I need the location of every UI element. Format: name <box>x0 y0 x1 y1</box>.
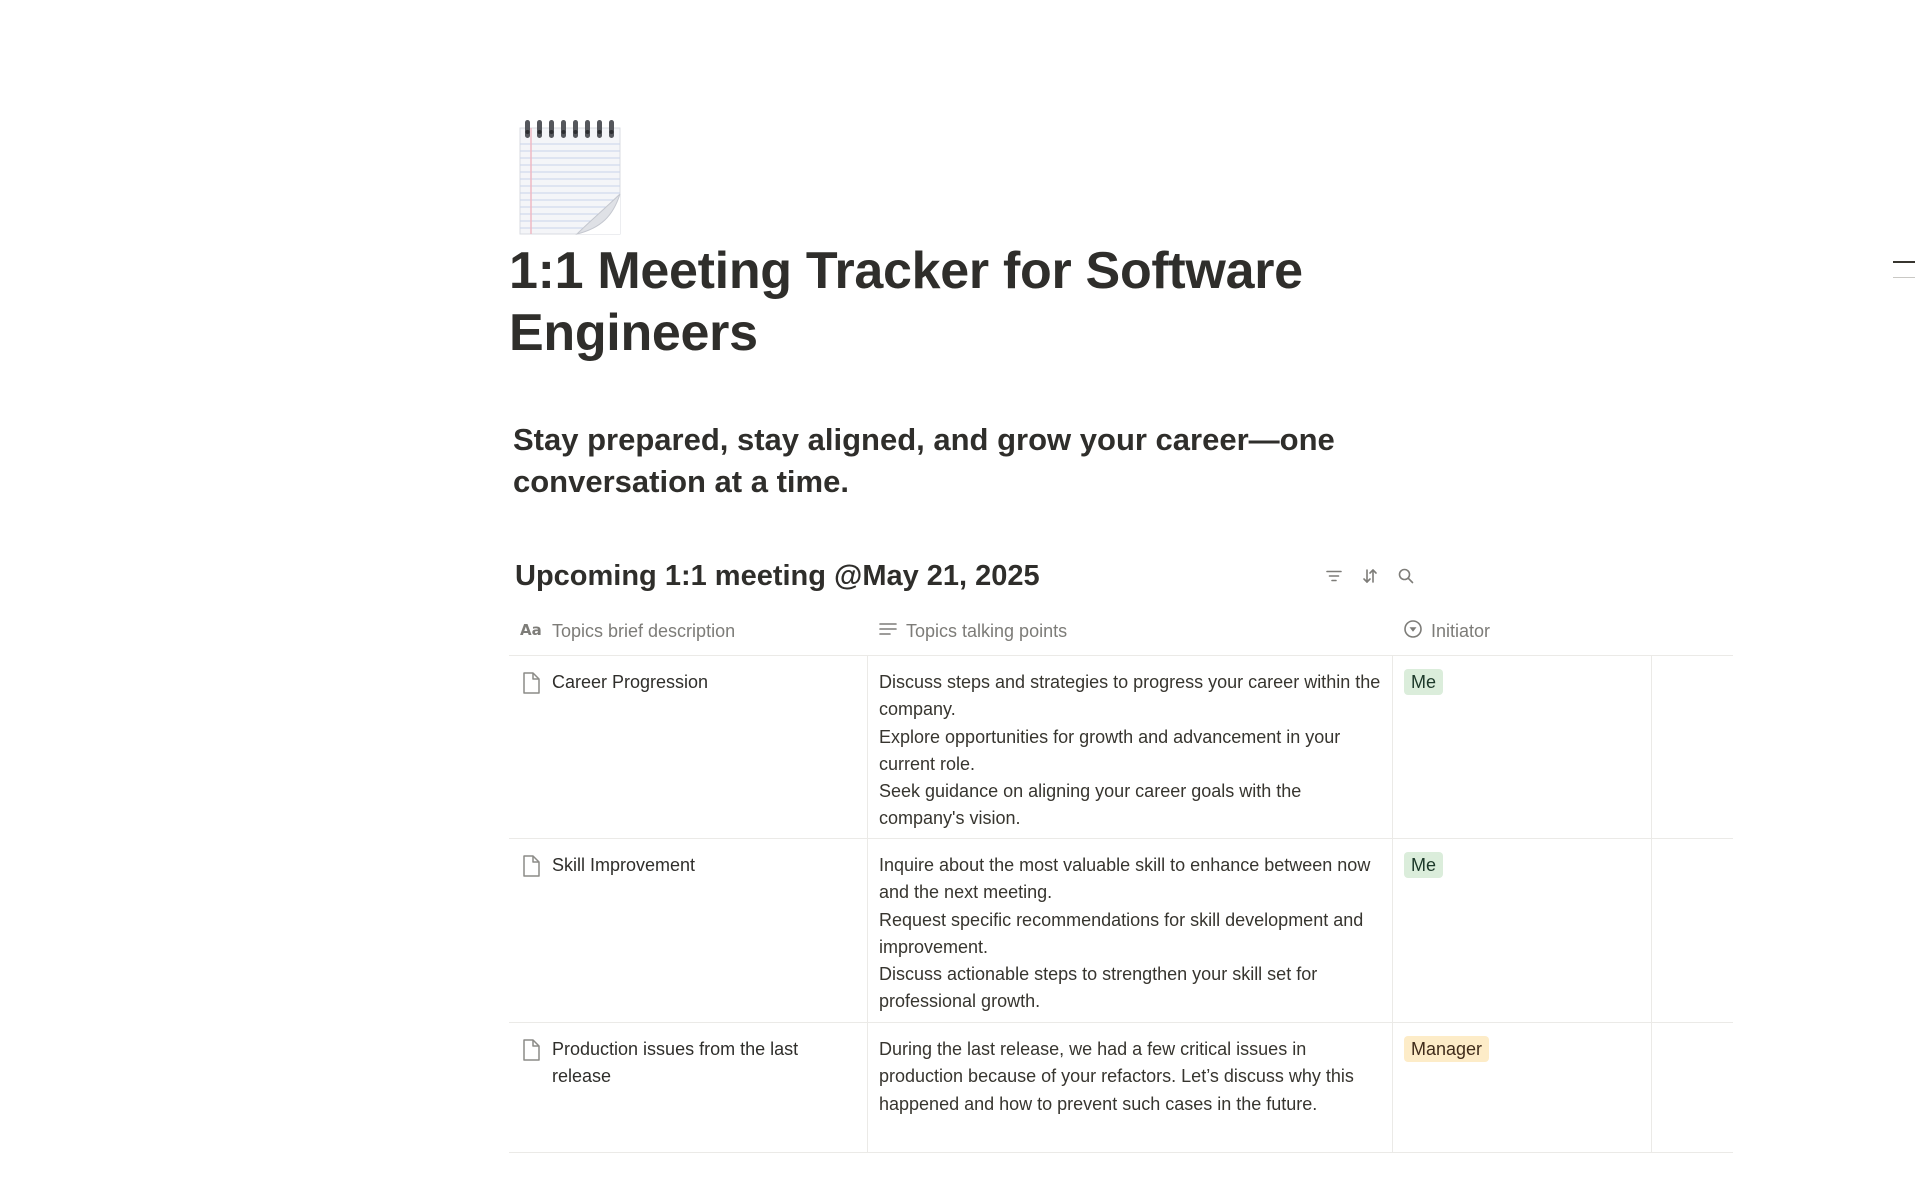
row-name: Production issues from the last release <box>552 1039 799 1087</box>
sort-icon[interactable] <box>1358 564 1382 588</box>
search-icon[interactable] <box>1394 564 1418 588</box>
page-title[interactable]: 1:1 Meeting Tracker for Software Engineers <box>509 242 1303 362</box>
initiator-tag: Me <box>1404 669 1443 695</box>
row-name: Career Progression <box>552 672 709 692</box>
row-initiator-cell[interactable] <box>1392 839 1651 1022</box>
outline-mark-active <box>1893 261 1915 263</box>
column-header-label: Topics talking points <box>906 621 1068 641</box>
database-title[interactable]: Upcoming 1:1 meeting @May 21, 2025 <box>515 560 1040 592</box>
table-header <box>509 608 1733 656</box>
row-name: Skill Improvement <box>552 855 696 875</box>
outline-mark <box>1893 277 1915 278</box>
talking-point: During the last release, we had a few critical issues in production because of your refactors. Let’s discuss why this happened and how to prevent such cases in the future. <box>879 1039 1354 1114</box>
page-subtitle: Stay prepared, stay aligned, and grow your career—one conversation at a time. <box>513 422 1335 499</box>
title-aa-icon <box>520 620 544 643</box>
svg-text:Aa: Aa <box>520 621 542 638</box>
database-toolbar <box>1322 564 1418 588</box>
row-initiator-cell[interactable] <box>1392 1023 1651 1152</box>
database-table <box>509 608 1733 1153</box>
filter-icon[interactable] <box>1322 564 1346 588</box>
outline-indicator[interactable] <box>1893 261 1915 278</box>
table-row[interactable] <box>509 1023 1733 1153</box>
text-lines-icon <box>878 620 898 643</box>
row-empty-cell[interactable] <box>1651 1023 1733 1152</box>
row-name-cell[interactable] <box>509 839 867 1022</box>
column-header-empty <box>1651 608 1733 655</box>
page-document-icon <box>520 1038 542 1070</box>
row-talking-points-cell[interactable] <box>867 656 1392 838</box>
talking-point: Discuss actionable steps to strengthen your skill set for professional growth. <box>879 964 1318 1012</box>
talking-point: Explore opportunities for growth and advancement in your current role. <box>879 726 1341 774</box>
table-row[interactable] <box>509 839 1733 1023</box>
initiator-tag: Me <box>1404 852 1443 878</box>
row-talking-points-cell[interactable] <box>867 1023 1392 1152</box>
row-empty-cell[interactable] <box>1651 839 1733 1022</box>
column-header-talking-points[interactable] <box>867 608 1392 655</box>
talking-point: Discuss steps and strategies to progress your career within the company. <box>879 672 1381 720</box>
page-document-icon <box>520 854 542 886</box>
talking-point: Inquire about the most valuable skill to enhance between now and the next meeting. <box>879 855 1371 903</box>
row-name-cell[interactable] <box>509 1023 867 1152</box>
talking-point: Request specific recommendations for skill development and improvement. <box>879 909 1364 957</box>
row-talking-points-cell[interactable] <box>867 839 1392 1022</box>
talking-point: Seek guidance on aligning your career goals with the company's vision. <box>879 781 1302 829</box>
column-header-initiator[interactable] <box>1392 608 1651 655</box>
row-name-cell[interactable] <box>509 656 867 838</box>
column-header-label: Initiator <box>1431 621 1491 641</box>
page-document-icon <box>520 671 542 703</box>
row-initiator-cell[interactable] <box>1392 656 1651 838</box>
column-header-label: Topics brief description <box>552 621 736 641</box>
select-icon <box>1403 619 1423 644</box>
initiator-tag: Manager <box>1404 1036 1489 1062</box>
column-header-description[interactable] <box>509 608 867 655</box>
table-row[interactable] <box>509 656 1733 839</box>
row-empty-cell[interactable] <box>1651 656 1733 838</box>
spiral-notepad-icon[interactable] <box>517 118 623 236</box>
